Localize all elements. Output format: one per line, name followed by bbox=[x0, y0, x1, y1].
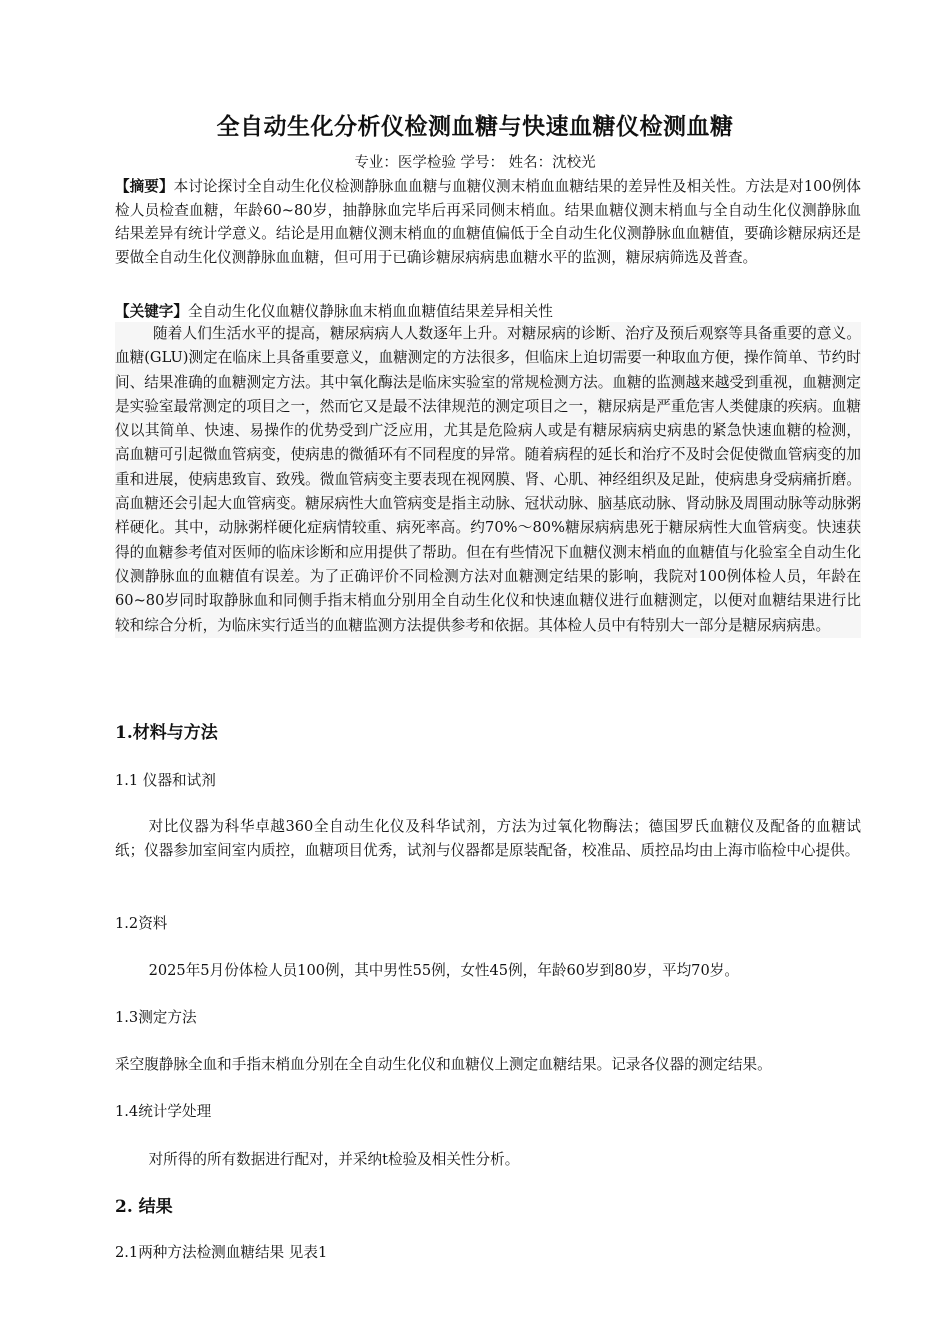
subsection-heading-results-table: 2.1两种方法检测血糖结果 见表1 bbox=[115, 1244, 328, 1261]
keywords-paragraph bbox=[115, 300, 861, 324]
abstract-label: 【摘要】 bbox=[115, 178, 174, 195]
subsection-heading-method: 1.3测定方法 bbox=[115, 1009, 197, 1026]
keywords-label: 【关键字】 bbox=[115, 303, 188, 320]
introduction-paragraph: 随着人们生活水平的提高，糖尿病病人人数逐年上升。对糖尿病的诊断、治疗及预后观察等具备重要的意义。血糖(GLU)测定在临床上具备重要意义，血糖测定的方法很多，但临床上迫切需要一种取血方便，操作简单、节约时间、结果准确的血糖测定方法。其中氧化酶法是临床实验室的常规检测方法。血糖的监测越来越受到重视，血糖测定是实验室最常测定的项目之一，然而它又是最不法律规范的测定项目之一，糖尿病是严重危害人类健康的疾病。血糖仪以其简单、快速、易操作的优势受到广泛应用，尤其是危险病人或是有糖尿病病史病患的紧急快速血糖的检测， 高血糖可引起微血管病变，使病患的微循环有不同程度的异常。随着病程的延长和治疗不及时会促使微血管病变的加重和进展，使病患致盲、致残。微血管病变主要表现在视网膜、肾、心肌、神经组织及足趾，使病患身受病痛折磨。高血糖还会引起大血管病变。糖尿病性大血管病变是指主动脉、冠状动脉、脑基底动脉、肾动脉及周围动脉等动脉粥样硬化。其中，动脉粥样硬化症病情较重、病死率高。约70%～80%糖尿病病患死于糖尿病性大血管病变。快速获得的血糖参考值对医师的临床诊断和应用提供了帮助。但在有些情况下血糖仪测末梢血的血糖值与化验室全自动生化仪测静脉血的血糖值有误差。为了正确评价不同检测方法对血糖测定结果的影响，我院对100例体检人员，年龄在60~80岁同时取静脉血和同侧手指末梢血分别用全自动生化仪和快速血糖仪进行血糖测定，以便对血糖结果进行比较和综合分析，为临床实行适当的血糖监测方法提供参考和依据。其体检人员中有特别大一部分是糖尿病病患。 bbox=[115, 322, 861, 638]
author-line: 专业：医学检验 学号： 姓名：沈校光 bbox=[354, 155, 596, 171]
section-heading-materials-methods: 1.材料与方法 bbox=[115, 723, 218, 743]
method-paragraph: 采空腹静脉全血和手指末梢血分别在全自动生化仪和血糖仪上测定血糖结果。记录各仪器的测定结果。 bbox=[115, 1056, 772, 1073]
keywords-text: 全自动生化仪血糖仪静脉血末梢血血糖值结果差异相关性 bbox=[187, 303, 553, 320]
abstract-paragraph bbox=[115, 175, 861, 269]
subsection-heading-data: 1.2资料 bbox=[115, 915, 168, 932]
document-title: 全自动生化分析仪检测血糖与快速血糖仪检测血糖 bbox=[216, 114, 734, 140]
section-heading-results: 2. 结果 bbox=[115, 1197, 173, 1217]
data-paragraph: 2025年5月份体检人员100例，其中男性55例，女性45例，年龄60岁到80岁，平均70岁。 bbox=[148, 962, 739, 979]
subsection-heading-instruments: 1.1 仪器和试剂 bbox=[115, 772, 216, 789]
instruments-paragraph: 对比仪器为科华卓越360全自动生化仪及科华试剂，方法为过氧化物酶法；德国罗氏血糖仪及配备的血糖试纸；仪器参加室间室内质控，血糖项目优秀，试剂与仪器都是原装配备，校准品、质控品均由上海市临检中心提供。 bbox=[115, 818, 861, 860]
statistics-paragraph: 对所得的所有数据进行配对，并采纳t检验及相关性分析。 bbox=[148, 1151, 520, 1168]
abstract-text: 本讨论探讨全自动生化仪检测静脉血血糖与血糖仪测末梢血血糖结果的差异性及相关性。方法是对100例体检人员检查血糖，年龄60~80岁，抽静脉血完毕后再采同侧末梢血。结果血糖仪测末梢血与全自动生化仪测静脉血结果差异有统计学意义。结论是用血糖仪测末梢血的血糖值偏低于全自动生化仪测静脉血血糖值，要确诊糖尿病还是要做全自动生化仪测静脉血血糖，但可用于已确诊糖尿病病患血糖水平的监测，糖尿病筛选及普查。 bbox=[115, 178, 861, 266]
subsection-heading-statistics: 1.4统计学处理 bbox=[115, 1103, 212, 1120]
